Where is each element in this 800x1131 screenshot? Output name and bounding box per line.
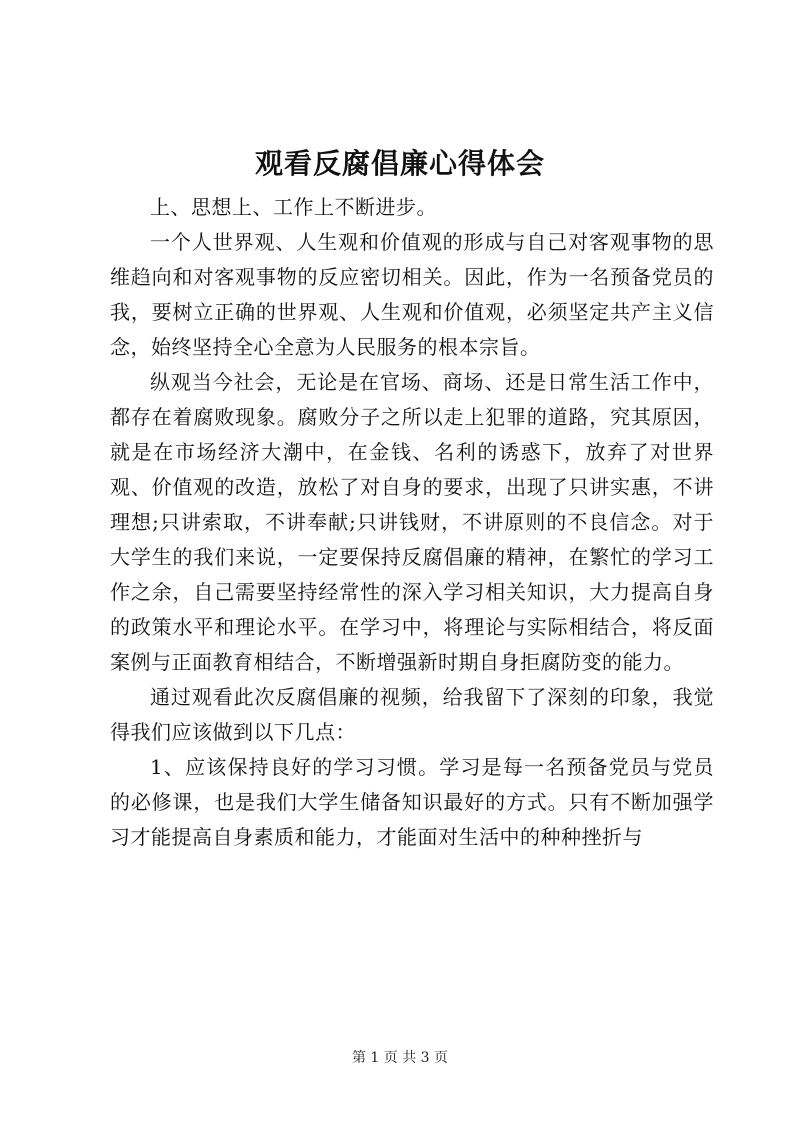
paragraph-5: 1、应该保持良好的学习习惯。学习是每一名预备党员与党员的必修课，也是我们大学生储备知识最好的方式。只有不断加强学习才能提高自身素质和能力，才能面对生活中的种种挫折与 bbox=[110, 755, 714, 849]
document-title: 观看反腐倡廉心得体会 bbox=[254, 147, 545, 180]
paragraph-2: 一个人世界观、人生观和价值观的形成与自己对客观事物的思维趋向和对客观事物的反应密切相关。因此，作为一名预备党员的我，要树立正确的世界观、人生观和价值观，必须坚定共产主义信念，始终坚持全心全意为人民服务的根本宗旨。 bbox=[110, 230, 714, 359]
paragraph-4: 通过观看此次反腐倡廉的视频，给我留下了深刻的印象，我觉得我们应该做到以下几点： bbox=[110, 685, 714, 744]
paragraph-1: 上、思想上、工作上不断进步。 bbox=[150, 195, 437, 219]
page-footer: 第 1 页 共 3 页 bbox=[351, 1050, 449, 1066]
document-body bbox=[110, 190, 714, 855]
paragraph-3: 纵观当今社会，无论是在官场、商场、还是日常生活工作中，都存在着腐败现象。腐败分子之所以走上犯罪的道路，究其原因，就是在市场经济大潮中，在金钱、名利的诱惑下，放弃了对世界观、价值观的改造，放松了对自身的要求，出现了只讲实惠，不讲理想;只讲索取，不讲奉献;只讲钱财，不讲原则的不良信念。对于大学生的我们来说，一定要保持反腐倡廉的精神，在繁忙的学习工作之余，自己需要坚持经常性的深入学习相关知识，大力提高自身的政策水平和理论水平。在学习中，将理论与实际相结合，将反面案例与正面教育相结合，不断增强新时期自身拒腐防变的能力。 bbox=[110, 370, 714, 674]
